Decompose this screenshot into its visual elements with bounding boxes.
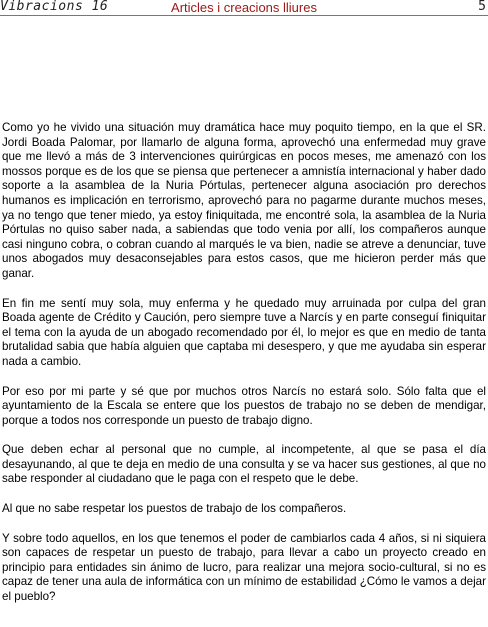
magazine-title: Vibracions 16 bbox=[0, 0, 109, 14]
page-header bbox=[0, 0, 488, 16]
page-number: 5 bbox=[478, 0, 486, 14]
section-title: Articles i creacions lliures bbox=[171, 0, 317, 15]
paragraph: Al que no sabe respetar los puestos de trabajo de los compañeros. bbox=[2, 502, 347, 516]
paragraph: En fin me sentí muy sola, muy enferma y he quedado muy arruinada por culpa del gran Boada agente de Crédito y Caución, pero siempre tuve a Narcís y en parte conseguí finiquitar el tema con la ayuda de un abogado recomendado por él, lo mejor es que en medio de tanta brutalidad sabia que había alguien que captaba mi desespero, y que me ayudaba sin esperar nada a cambio. bbox=[2, 296, 486, 368]
article-body bbox=[2, 121, 486, 620]
header-divider bbox=[0, 15, 488, 16]
paragraph: Y sobre todo aquellos, en los que tenemos el poder de cambiarlos cada 4 años, si ni siquiera son capaces de respetar un puesto de trabajo, para llevar a cabo un proyecto creado en principio para entidades sin ánimo de lucro, para realizar una mejora socio-cultural, si no es capaz de tener una aula de informática con un mínimo de estabilidad ¿Cómo le vamos a dejar el pueblo? bbox=[2, 531, 486, 604]
paragraph: Por eso por mi parte y sé que por muchos otros Narcís no estará solo. Sólo falta que el ayuntamiento de la Escala se entere que los puestos de trabajo no se deben de mendigar, porque a todos nos corresponde un puesto de trabajo digno. bbox=[2, 384, 486, 427]
paragraph: Como yo he vivido una situación muy dramática hace muy poquito tiempo, en la que el SR. Jordi Boada Palomar, por llamarlo de alguna forma, aprovechó una enfermedad muy grave que me llevó a más de 3 intervenciones quirúrgicas en pocos meses, me amenazó con los mossos porque es de los que se piensa que pertenecer a amnistía internacional y haber dado soporte a la asamblea de la Nuria Pórtulas, pertenecer alguna asociación pro derechos humanos es implicación en terrorismo, aprovechó para no pagarme durante muchos meses, ya no tengo que tener miedo, ya estoy finiquitada, me encontré sola, la asamblea de la Nuria Pórtulas no quiso saber nada, a sabiendas que todo venia por allí, los compañeros aunque casi ninguno cobra, o cobran cuando al marqués le va bien, nadie se atreve a denunciar, tuve unos abogados muy desaconsejables para estos casos, que me hicieron perder más que ganar. bbox=[2, 121, 486, 280]
paragraph: Que deben echar al personal que no cumple, al incompetente, al que se pasa el día desayunando, al que te deja en medio de una consulta y se va hacer sus gestiones, al que no sabe responder al ciudadano que le paga con el respeto que le debe. bbox=[2, 443, 486, 486]
